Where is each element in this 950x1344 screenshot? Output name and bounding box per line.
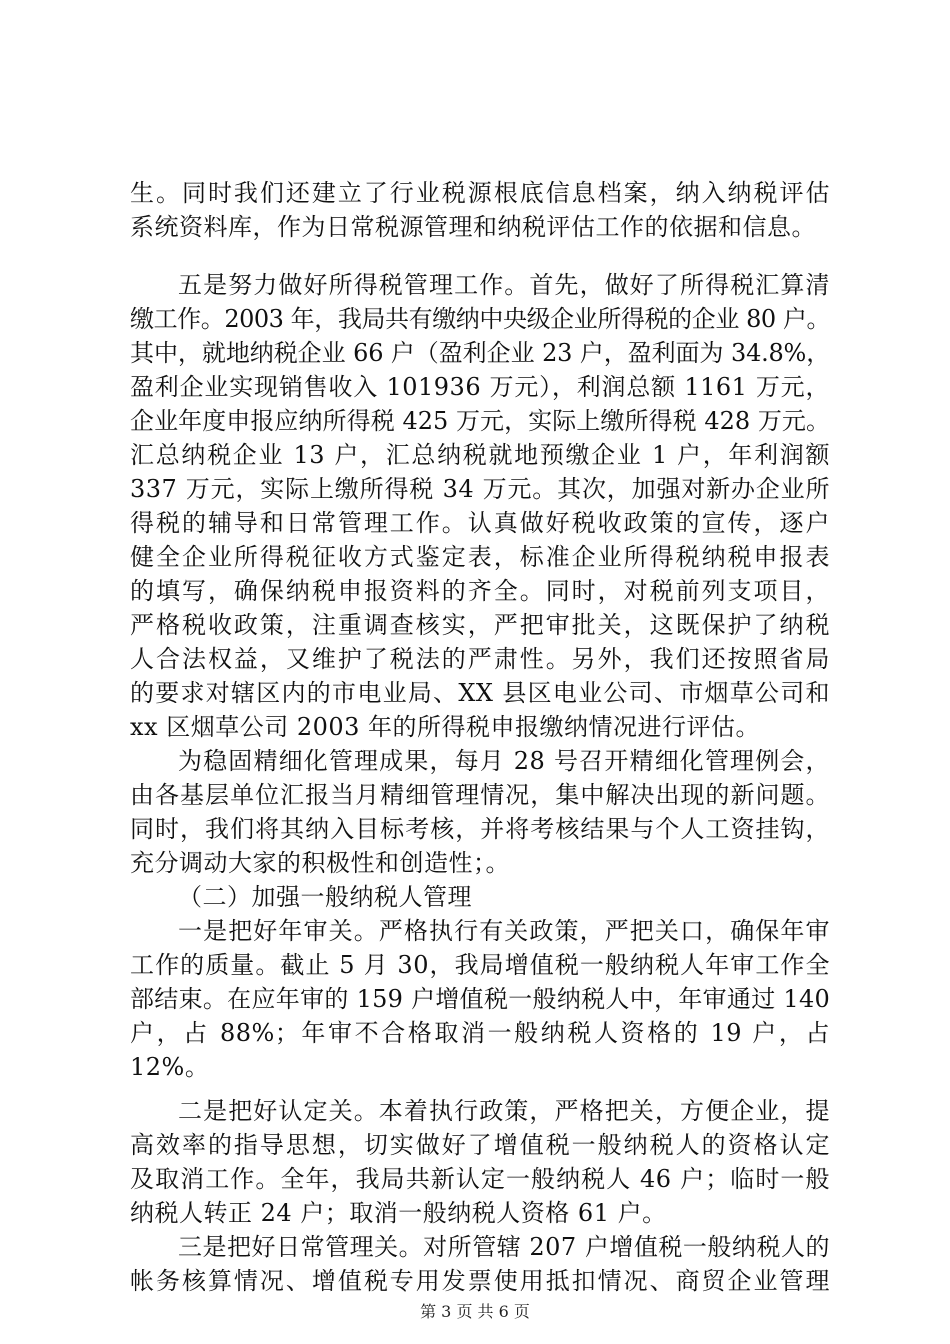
- text-line: 及取消工作。全年，我局共新认定一般纳税人 46 户；临时一般: [130, 1165, 830, 1193]
- text-line: 同时，我们将其纳入目标考核，并将考核结果与个人工资挂钩，: [130, 815, 830, 843]
- paragraph-first-line: 为稳固精细化管理成果，每月 28 号召开精细化管理例会，: [178, 747, 830, 775]
- text-line: 户，占 88%；年审不合格取消一般纳税人资格的 19 户，占: [130, 1019, 830, 1047]
- text-line: xx 区烟草公司 2003 年的所得税申报缴纳情况进行评估。: [130, 713, 761, 741]
- text-line: 高效率的指导思想，切实做好了增值税一般纳税人的资格认定: [130, 1131, 830, 1159]
- text-line: 12%。: [130, 1053, 210, 1081]
- text-line: 由各基层单位汇报当月精细管理情况，集中解决出现的新问题。: [130, 781, 830, 809]
- text-line: 严格税收政策，注重调查核实，严把审批关，这既保护了纳税: [130, 611, 830, 639]
- section-heading: （二）加强一般纳税人管理: [178, 883, 472, 911]
- text-line: 的填写，确保纳税申报资料的齐全。同时，对税前列支项目，: [130, 577, 830, 605]
- text-line: 系统资料库，作为日常税源管理和纳税评估工作的依据和信息。: [130, 213, 816, 241]
- paragraph-first-line: 一是把好年审关。严格执行有关政策，严把关口，确保年审: [178, 917, 830, 945]
- text-line: 人合法权益，又维护了税法的严肃性。另外，我们还按照省局: [130, 645, 830, 673]
- text-line: 汇总纳税企业 13 户，汇总纳税就地预缴企业 1 户，年利润额: [130, 441, 830, 469]
- text-line: 337 万元，实际上缴所得税 34 万元。其次，加强对新办企业所: [130, 475, 830, 503]
- text-line: 得税的辅导和日常管理工作。认真做好税收政策的宣传，逐户: [130, 509, 830, 537]
- text-line: 帐务核算情况、增值税专用发票使用抵扣情况、商贸企业管理: [130, 1267, 830, 1295]
- text-line: 的要求对辖区内的市电业局、XX 县区电业公司、市烟草公司和: [130, 679, 830, 707]
- text-line: 其中，就地纳税企业 66 户（盈利企业 23 户，盈利面为 34.8%，: [130, 339, 830, 367]
- text-line: 工作的质量。截止 5 月 30，我局增值税一般纳税人年审工作全: [130, 951, 830, 979]
- paragraph-first-line: 五是努力做好所得税管理工作。首先，做好了所得税汇算清: [178, 271, 830, 299]
- text-line: 纳税人转正 24 户；取消一般纳税人资格 61 户。: [130, 1199, 667, 1227]
- text-line: 生。同时我们还建立了行业税源根底信息档案，纳入纳税评估: [130, 179, 830, 207]
- text-line: 健全企业所得税征收方式鉴定表，标准企业所得税纳税申报表: [130, 543, 830, 571]
- text-line: 部结束。在应年审的 159 户增值税一般纳税人中，年审通过 140: [130, 985, 830, 1013]
- text-line: 盈利企业实现销售收入 101936 万元），利润总额 1161 万元，: [130, 373, 830, 401]
- paragraph-first-line: 二是把好认定关。本着执行政策，严格把关，方便企业，提: [178, 1097, 830, 1125]
- page-number-footer: 第 3 页 共 6 页: [420, 1302, 530, 1321]
- paragraph-first-line: 三是把好日常管理关。对所管辖 207 户增值税一般纳税人的: [178, 1233, 830, 1261]
- text-line: 充分调动大家的积极性和创造性；。: [130, 849, 510, 877]
- text-line: 缴工作。2003 年，我局共有缴纳中央级企业所得税的企业 80 户。: [130, 305, 830, 333]
- text-line: 企业年度申报应纳所得税 425 万元，实际上缴所得税 428 万元。: [130, 407, 830, 435]
